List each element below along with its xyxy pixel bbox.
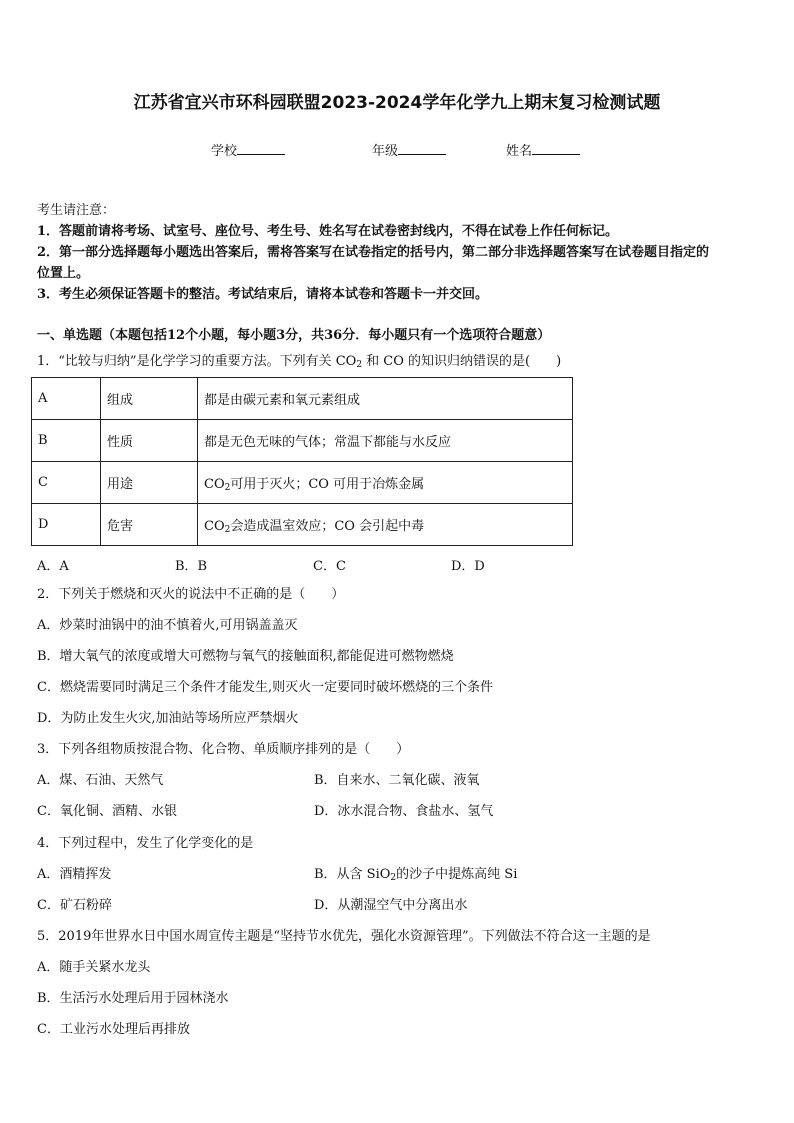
- q1-option-a[interactable]: A．A: [37, 559, 69, 574]
- notice-item-1: 1．答题前请将考场、试室号、座位号、考生号、姓名写在试卷密封线内，不得在试卷上作任何标记。: [37, 224, 619, 239]
- q3-option-a[interactable]: A．煤、石油、天然气: [37, 773, 164, 788]
- school-field: [211, 140, 285, 159]
- table-cell-content: [198, 504, 573, 546]
- name-label: 姓名: [506, 144, 533, 159]
- q2-option-a[interactable]: A．炒菜时油锅中的油不慎着火,可用锅盖盖灭: [37, 618, 298, 633]
- section-header: 一、单选题（本题包括12个小题，每小题3分，共36分．每小题只有一个选项符合题意）: [37, 328, 551, 343]
- q1-stem-post: 和 CO 的知识归纳错误的是( ): [362, 354, 562, 369]
- q1-stem-pre: 1．“比较与归纳”是化学学习的重要方法。下列有关 CO: [37, 354, 357, 369]
- cell-content-pre: CO: [204, 476, 225, 492]
- table-cell-content: [198, 462, 573, 504]
- q4-option-b-pre: B．从含 SiO: [314, 867, 391, 882]
- q2-option-d[interactable]: D．为防止发生火灾,加油站等场所应严禁烟火: [37, 711, 299, 726]
- school-blank[interactable]: [237, 142, 285, 155]
- table-cell-aspect: 用途: [101, 462, 198, 504]
- q3-option-d[interactable]: D．冰水混合物、食盐水、氢气: [314, 804, 494, 819]
- table-cell-aspect: 组成: [101, 378, 198, 420]
- cell-content-pre: CO: [204, 518, 225, 534]
- notice-item-2: 2．第一部分选择题每小题选出答案后，需将答案写在试卷指定的括号内，第二部分非选择题答案写在试卷题目指定的: [37, 245, 710, 260]
- notice-item-3: 3．考生必须保证答题卡的整洁。考试结束后，请将本试卷和答题卡一并交回。: [37, 287, 489, 302]
- question-4-stem: 4．下列过程中，发生了化学变化的是: [37, 836, 254, 851]
- table-cell-option: A: [32, 378, 101, 420]
- table-cell-content: 都是无色无味的气体；常温下都能与水反应: [198, 420, 573, 462]
- question-2-stem: 2．下列关于燃烧和灭火的说法中不正确的是（ ）: [37, 587, 345, 602]
- q1-option-d[interactable]: D．D: [451, 559, 485, 574]
- table-cell-option: D: [32, 504, 101, 546]
- notice-item-2-cont: 位置上。: [37, 266, 90, 281]
- question-3-stem: 3．下列各组物质按混合物、化合物、单质顺序排列的是（ ）: [37, 742, 410, 757]
- name-blank[interactable]: [532, 142, 580, 155]
- table-cell-aspect: 性质: [101, 420, 198, 462]
- q4-option-a[interactable]: A．酒精挥发: [37, 867, 112, 882]
- cell-content-post: 可用于灭火；CO 可用于冶炼金属: [230, 476, 425, 492]
- question-1-stem: [37, 353, 561, 374]
- school-label: 学校: [211, 144, 238, 159]
- grade-field: [372, 140, 446, 159]
- q1-stem-sub: 2: [356, 360, 363, 370]
- q2-option-b[interactable]: B．增大氧气的浓度或增大可燃物与氧气的接触面积,都能促进可燃物燃烧: [37, 649, 454, 664]
- table-cell-aspect: 危害: [101, 504, 198, 546]
- q3-option-b[interactable]: B．自来水、二氧化碳、液氧: [314, 773, 480, 788]
- cell-content-post: 会造成温室效应；CO 会引起中毒: [230, 518, 425, 534]
- student-info-fields: [0, 140, 794, 160]
- q2-option-c[interactable]: C．燃烧需要同时满足三个条件才能发生,则灭火一定要同时破坏燃烧的三个条件: [37, 680, 494, 695]
- grade-blank[interactable]: [398, 142, 446, 155]
- cell-content-sub: 2: [224, 482, 231, 493]
- table-cell-option: B: [32, 420, 101, 462]
- table-cell-content: 都是由碳元素和氧元素组成: [198, 378, 573, 420]
- table-row: [32, 378, 573, 420]
- name-field: [506, 140, 580, 159]
- page-title: 江苏省宜兴市环科园联盟2023-2024学年化学九上期末复习检测试题: [133, 93, 661, 113]
- q4-option-b[interactable]: [314, 866, 517, 887]
- knowledge-table: [31, 377, 573, 546]
- q3-option-c[interactable]: C．氧化铜、酒精、水银: [37, 804, 177, 819]
- grade-label: 年级: [372, 144, 399, 159]
- q4-option-b-sub: 2: [390, 873, 397, 883]
- q4-option-c[interactable]: C．矿石粉碎: [37, 898, 112, 913]
- q5-option-a[interactable]: A．随手关紧水龙头: [37, 960, 151, 975]
- q5-option-c[interactable]: C．工业污水处理后再排放: [37, 1022, 190, 1037]
- q4-option-d[interactable]: D．从潮湿空气中分离出水: [314, 898, 468, 913]
- cell-content-sub: 2: [224, 524, 231, 535]
- notice-heading: 考生请注意：: [37, 203, 116, 218]
- table-row: [32, 420, 573, 462]
- q4-option-b-post: 的沙子中提炼高纯 Si: [396, 867, 518, 882]
- q1-option-b[interactable]: B．B: [175, 559, 208, 574]
- table-row: [32, 462, 573, 504]
- table-row: [32, 504, 573, 546]
- q1-option-c[interactable]: C．C: [313, 559, 346, 574]
- question-5-stem: 5．2019年世界水日中国水周宣传主题是“坚持节水优先，强化水资源管理”。下列做法不符合这一主题的是: [37, 929, 651, 944]
- table-cell-option: C: [32, 462, 101, 504]
- q5-option-b[interactable]: B．生活污水处理后用于园林浇水: [37, 991, 229, 1006]
